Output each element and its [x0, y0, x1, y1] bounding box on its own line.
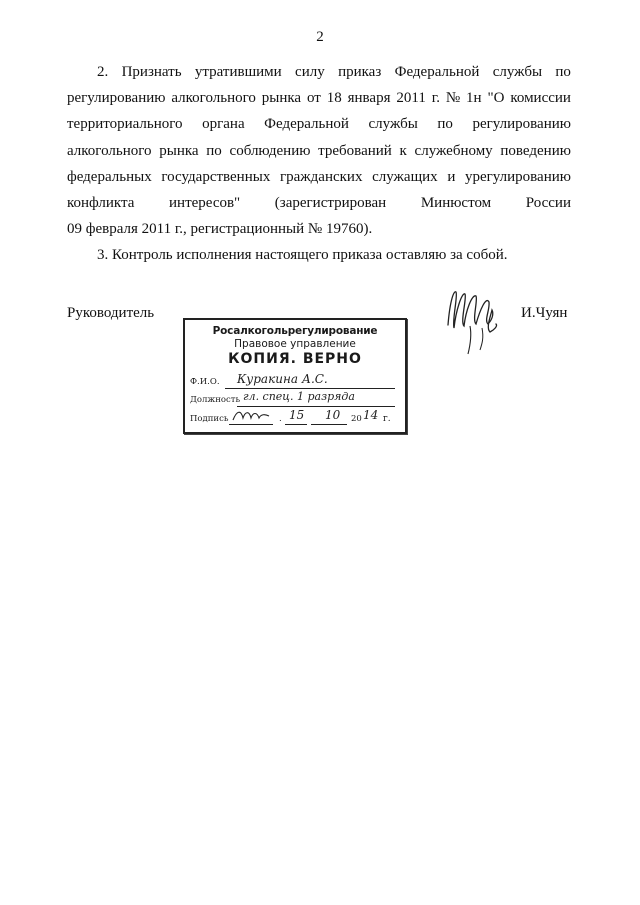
- paragraph-2-word: алкогольного: [171, 90, 256, 107]
- paragraph-2-word: приказ: [338, 64, 382, 80]
- paragraph-2-word: урегулированию: [465, 168, 571, 185]
- paragraph-2-word: интересов": [169, 195, 241, 212]
- paragraph-2-word: января: [347, 90, 391, 107]
- paragraph-2-word: конфликта: [67, 195, 135, 212]
- paragraph-2-word: 2011: [396, 90, 426, 107]
- paragraph-2-word: соблюдению: [229, 142, 311, 159]
- paragraph-2-word: федеральных: [67, 168, 152, 185]
- stamp-fio-value: Куракина А.С.: [237, 372, 328, 386]
- paragraph-2-word: Признать: [121, 64, 182, 80]
- stamp-position-label: Должность: [190, 395, 241, 405]
- stamp-signature-label: Подпись: [190, 414, 229, 424]
- paragraph-2-word: 09 февраля 2011 г., регистрационный № 19760).: [67, 221, 373, 238]
- paragraph-2-word: органа: [202, 116, 245, 133]
- paragraph-2-word: служащих: [372, 168, 438, 185]
- paragraph-2-word: территориального: [67, 116, 183, 133]
- stamp-position-value: гл. спец. 1 разряда: [243, 390, 355, 403]
- stamp-fio-label: Ф.И.О.: [190, 377, 220, 387]
- paragraph-2: [67, 59, 571, 242]
- paragraph-2-word: служебному: [414, 142, 493, 159]
- paragraph-2-word: поведению: [500, 142, 571, 159]
- paragraph-2-line: [67, 59, 571, 85]
- paragraph-2-line: [67, 138, 571, 164]
- stamp-month-line: [311, 424, 347, 425]
- paragraph-2-word: силу: [295, 64, 325, 80]
- paragraph-2-word: (зарегистрирован: [274, 195, 387, 212]
- paragraph-2-word: №: [445, 90, 461, 107]
- handwritten-signature: [440, 280, 510, 360]
- paragraph-2-word: и: [447, 168, 456, 185]
- paragraph-2-word: утратившими: [194, 64, 282, 80]
- paragraph-2-word: требований: [318, 142, 392, 159]
- signatory-title: Руководитель: [67, 305, 155, 321]
- paragraph-2-word: рынка: [159, 142, 199, 159]
- signatory-name: И.Чуян: [521, 305, 568, 321]
- stamp-organization: Росалкогольрегулирование: [212, 325, 378, 337]
- paragraph-2-word: "О: [487, 90, 505, 107]
- paragraph-2-word: службы: [368, 116, 418, 133]
- stamp-year-suffix: г.: [383, 414, 391, 424]
- stamp-fio-line: [225, 388, 395, 389]
- stamp-date-dot: .: [279, 414, 282, 424]
- stamp-date-month: 10: [325, 408, 341, 422]
- stamp-date-year: 14: [363, 408, 379, 422]
- certification-stamp: [183, 318, 407, 434]
- paragraph-2-word: Федеральной: [264, 116, 349, 133]
- paragraph-2-word: 2.: [97, 64, 109, 80]
- stamp-day-line: [285, 424, 307, 425]
- paragraph-2-word: Минюстом: [420, 195, 492, 212]
- stamp-handwritten-signature: [231, 406, 273, 426]
- paragraph-2-line: [67, 190, 571, 216]
- paragraph-2-word: 18: [326, 90, 342, 107]
- paragraph-2-word: алкогольного: [67, 142, 152, 159]
- paragraph-2-word: государственных: [161, 168, 271, 185]
- page-number: 2: [316, 29, 324, 45]
- paragraph-2-word: регулированию: [67, 90, 166, 107]
- paragraph-2-line: [67, 111, 571, 137]
- paragraph-2-word: гражданских: [279, 168, 363, 185]
- paragraph-2-word: по: [437, 116, 453, 133]
- paragraph-2-word: 1н: [466, 90, 482, 107]
- paragraph-3: 3. Контроль исполнения настоящего приказа оставляю за собой.: [97, 247, 508, 264]
- stamp-department: Правовое управление: [234, 338, 356, 350]
- paragraph-2-word: службы: [492, 64, 543, 80]
- paragraph-2-word: комиссии: [510, 90, 571, 107]
- paragraph-2-word: по: [555, 64, 571, 80]
- paragraph-2-line: [67, 85, 571, 111]
- paragraph-2-line: [67, 164, 571, 190]
- paragraph-2-word: регулированию: [472, 116, 571, 133]
- document-body: [67, 59, 571, 269]
- paragraph-2-line: [67, 216, 571, 242]
- stamp-date-day: 15: [289, 408, 305, 422]
- paragraph-2-word: к: [399, 142, 407, 159]
- stamp-heading: КОПИЯ. ВЕРНО: [228, 351, 362, 367]
- paragraph-2-word: Федеральной: [394, 64, 480, 80]
- paragraph-2-word: рынка: [261, 90, 302, 107]
- paragraph-2-word: по: [206, 142, 222, 159]
- paragraph-2-word: г.: [431, 90, 440, 107]
- paragraph-2-word: России: [525, 195, 571, 212]
- stamp-year-prefix: 20: [351, 414, 362, 424]
- paragraph-2-word: от: [306, 90, 321, 107]
